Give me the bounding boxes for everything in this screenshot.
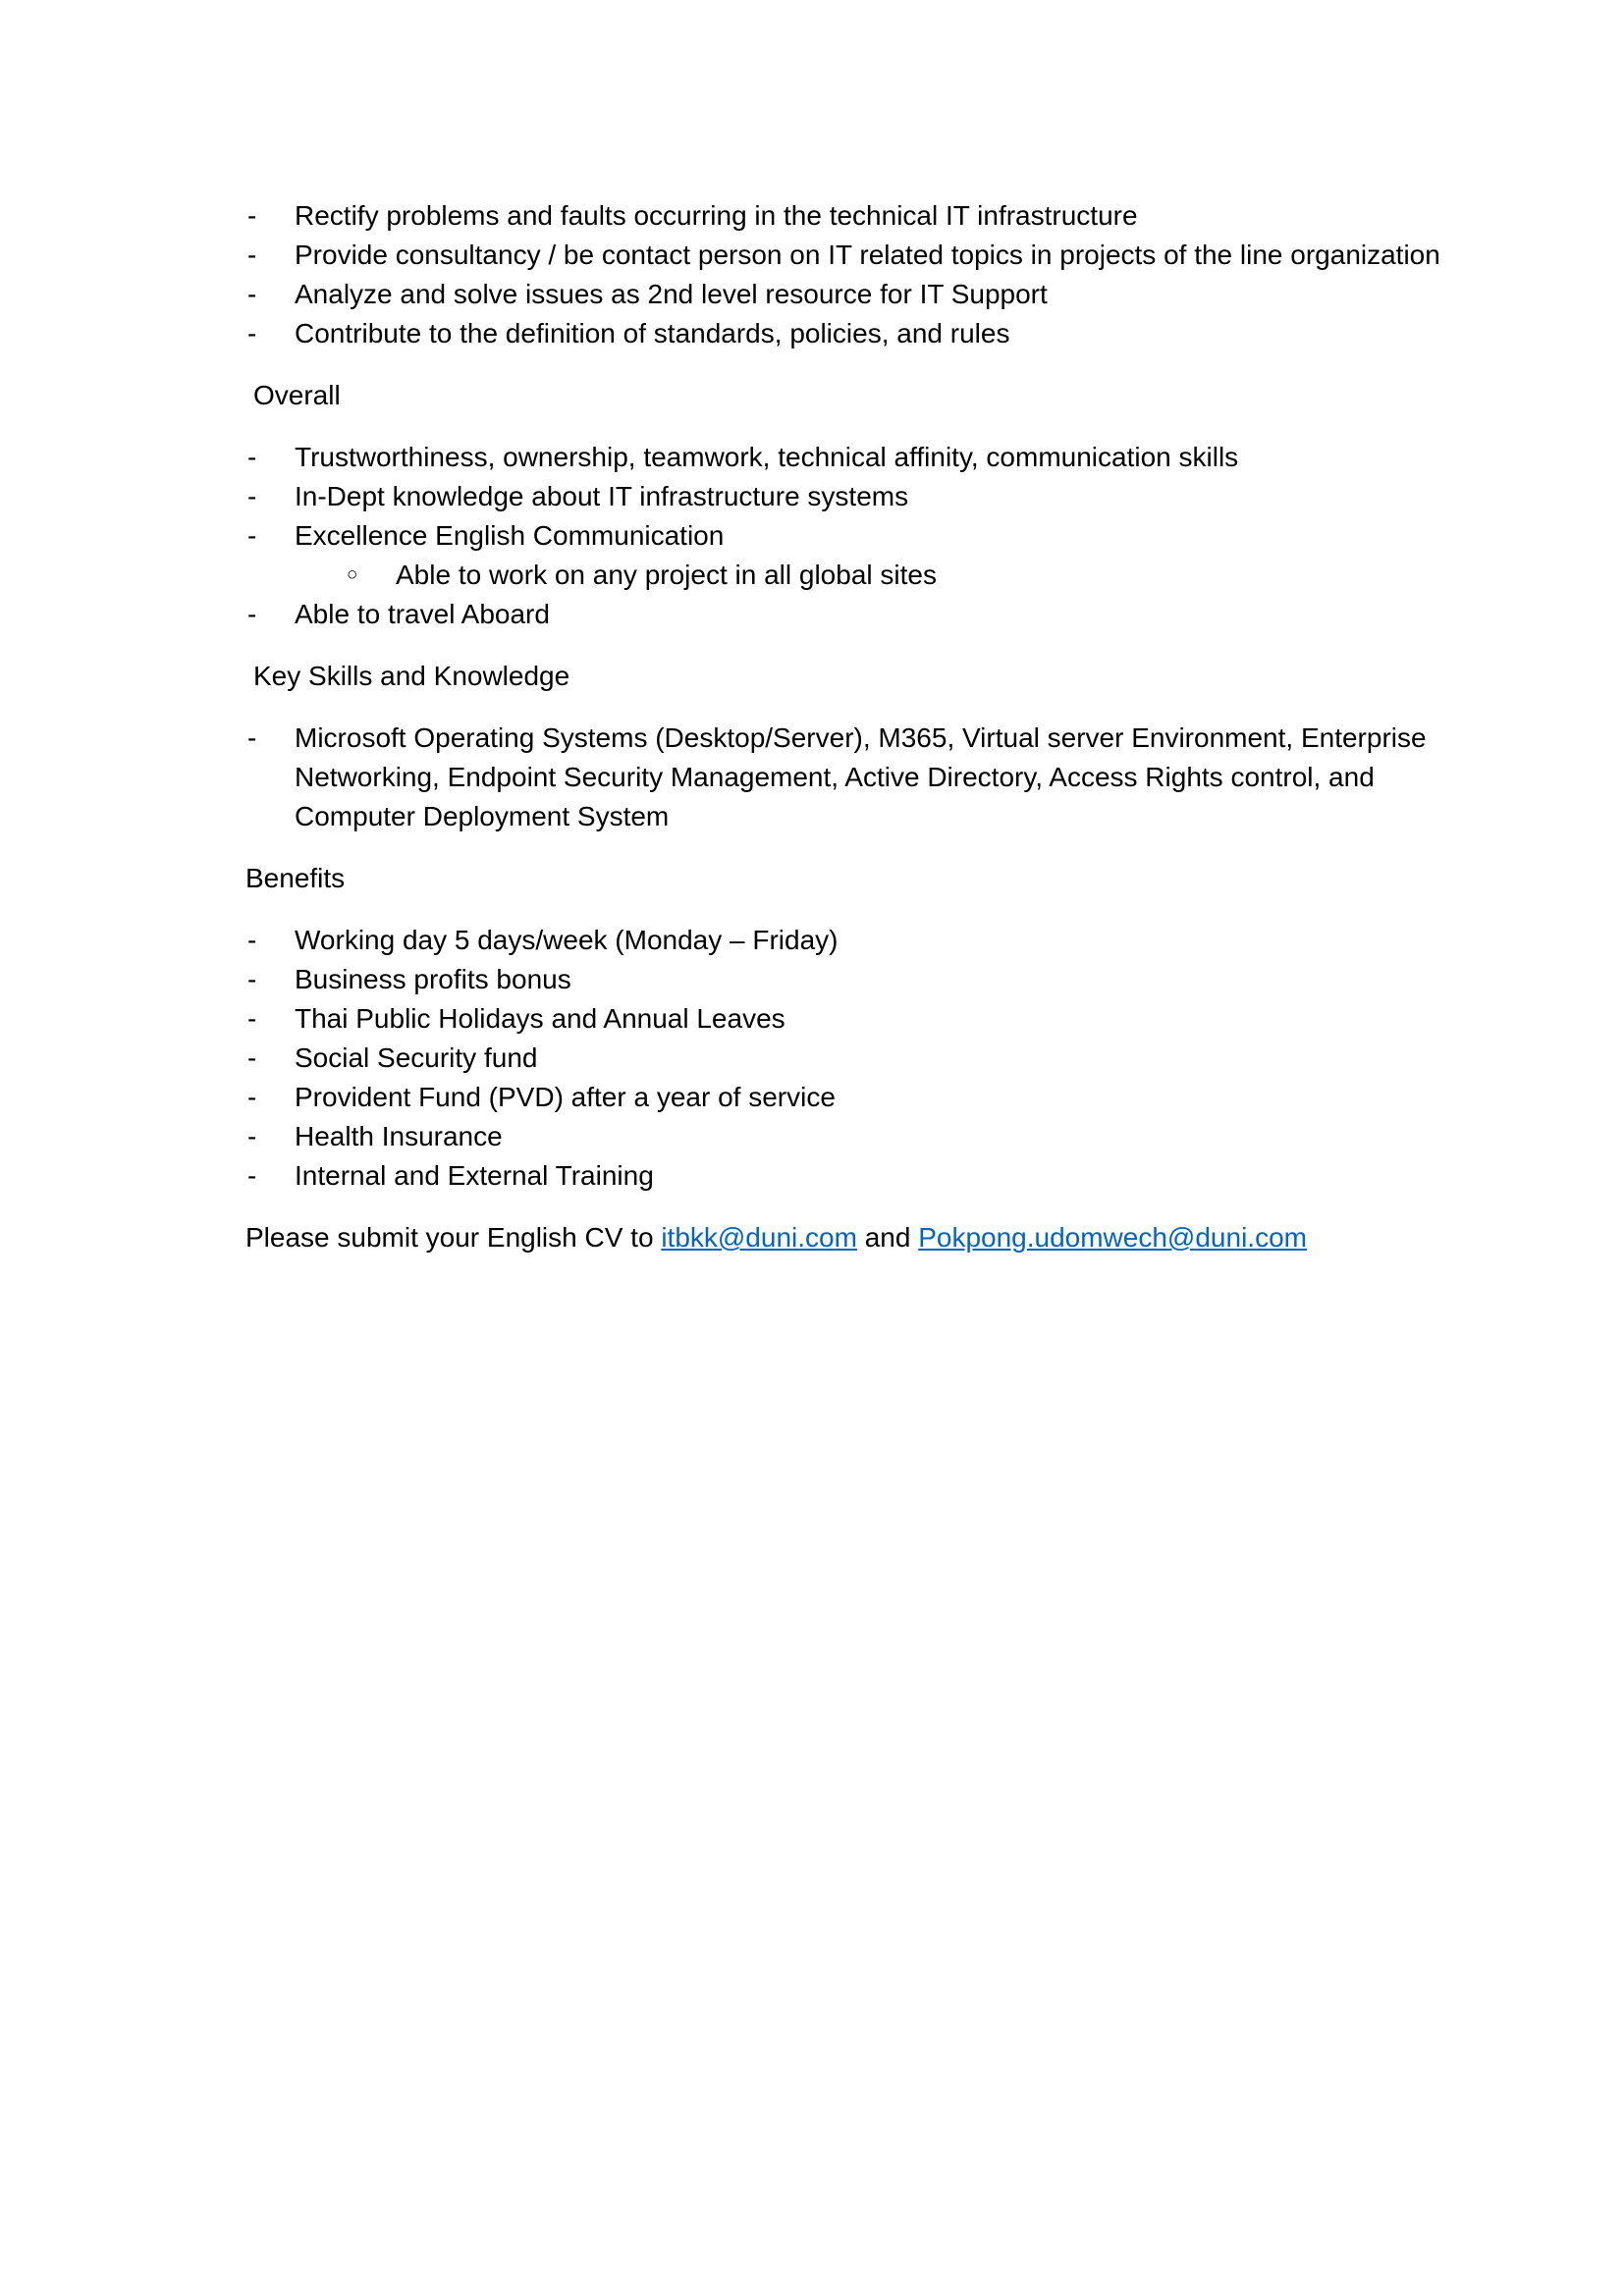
responsibilities-list — [245, 196, 1483, 353]
list-item — [245, 314, 1473, 353]
email-link-itbkk[interactable]: itbkk@duni.com — [661, 1222, 857, 1253]
circle-bullet: ○ — [347, 564, 358, 585]
list-item — [245, 477, 1473, 516]
section-heading-benefits: Benefits — [245, 863, 346, 893]
closing-text-before: Please submit your English CV to — [245, 1222, 662, 1253]
list-item-text: Internal and External Training — [295, 1160, 654, 1191]
list-item-text: In-Dept knowledge about IT infrastructure systems — [295, 481, 909, 511]
section-heading-overall: Overall — [253, 380, 341, 410]
list-item — [245, 236, 1473, 275]
dash-bullet: - — [247, 1160, 257, 1191]
closing-text-between: and — [856, 1222, 919, 1253]
sub-list-item-text: Able to work on any project in all global sites — [396, 560, 937, 590]
list-item-text: Provident Fund (PVD) after a year of service — [295, 1082, 836, 1112]
list-item-text: Provide consultancy / be contact person on IT related topics in projects of the line organization — [295, 240, 1440, 270]
list-item-text: Social Security fund — [295, 1042, 538, 1073]
dash-bullet: - — [247, 442, 257, 472]
dash-bullet: - — [247, 722, 257, 753]
list-item — [245, 719, 1473, 836]
sub-list-item — [295, 556, 1473, 595]
list-item-text: Working day 5 days/week (Monday – Friday) — [295, 925, 839, 955]
list-item — [245, 275, 1473, 314]
section-heading-key-skills: Key Skills and Knowledge — [253, 661, 570, 691]
list-item-text: Contribute to the definition of standards, policies, and rules — [295, 318, 1010, 348]
dash-bullet: - — [247, 240, 257, 270]
dash-bullet: - — [247, 520, 257, 551]
email-link-pokpong[interactable]: Pokpong.udomwech@duni.com — [918, 1222, 1307, 1253]
list-item — [245, 1156, 1473, 1196]
list-item — [245, 438, 1473, 477]
list-item — [245, 516, 1473, 595]
dash-bullet: - — [247, 279, 257, 309]
list-item-text: Rectify problems and faults occurring in the technical IT infrastructure — [295, 200, 1138, 231]
list-item-text: Microsoft Operating Systems (Desktop/Server), M365, Virtual server Environment, Enterprise Networking, Endpoint Security Management, Active Directory, Access Rights control, and Computer Deployment System — [295, 722, 1427, 831]
dash-bullet: - — [247, 925, 257, 955]
list-item — [245, 921, 1473, 960]
list-item — [245, 960, 1473, 999]
list-item-text: Able to travel Aboard — [295, 599, 550, 629]
list-item — [245, 196, 1473, 236]
list-item — [245, 1078, 1473, 1117]
list-item-text: Trustworthiness, ownership, teamwork, technical affinity, communication skills — [295, 442, 1239, 472]
list-item-text: Health Insurance — [295, 1121, 503, 1151]
dash-bullet: - — [247, 1121, 257, 1151]
overall-sub-list — [295, 556, 1473, 595]
dash-bullet: - — [247, 964, 257, 994]
benefits-list — [245, 921, 1483, 1196]
overall-list — [245, 438, 1483, 634]
list-item-text: Thai Public Holidays and Annual Leaves — [295, 1003, 785, 1034]
key-skills-list — [245, 719, 1483, 836]
list-item — [245, 999, 1473, 1039]
dash-bullet: - — [247, 200, 257, 231]
list-item-text: Analyze and solve issues as 2nd level resource for IT Support — [295, 279, 1048, 309]
document-content — [245, 196, 1483, 1257]
list-item-text: Excellence English Communication — [295, 520, 725, 551]
dash-bullet: - — [247, 1082, 257, 1112]
list-item — [245, 1117, 1473, 1156]
list-item — [245, 1039, 1473, 1078]
dash-bullet: - — [247, 1003, 257, 1034]
dash-bullet: - — [247, 318, 257, 348]
list-item-text: Business profits bonus — [295, 964, 571, 994]
dash-bullet: - — [247, 1042, 257, 1073]
dash-bullet: - — [247, 599, 257, 629]
dash-bullet: - — [247, 481, 257, 511]
closing-line — [245, 1218, 1473, 1257]
list-item — [245, 595, 1473, 634]
